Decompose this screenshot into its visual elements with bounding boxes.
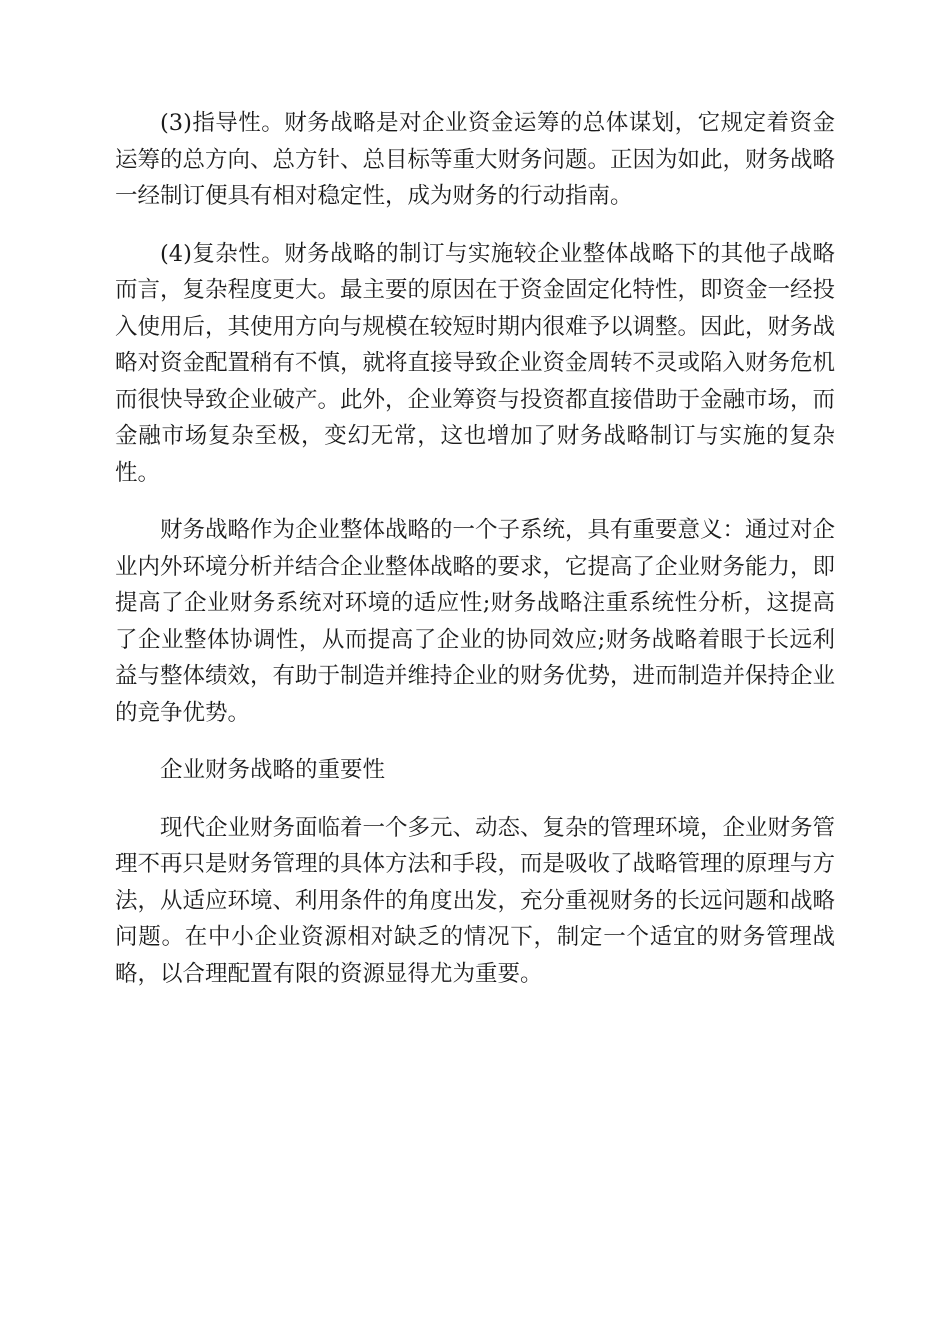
section-heading: 企业财务战略的重要性	[160, 757, 386, 783]
document-page	[115, 105, 835, 1013]
paragraph-complexity: (4)复杂性。财务战略的制订与实施较企业整体战略下的其他子战略而言，复杂程度更大。最主要的原因在于资金固定化特性，即资金一经投入使用后，其使用方向与规模在较短时期内很难予以调整。因此，财务战略对资金配置稍有不慎，就将直接导致企业资金周转不灵或陷入财务危机而很快导致企业破产。此外，企业筹资与投资都直接借助于金融市场，而金融市场复杂至极，变幻无常，这也增加了财务战略制订与实施的复杂性。	[115, 240, 836, 486]
paragraph-guidance: (3)指导性。财务战略是对企业资金运筹的总体谋划，它规定着资金运筹的总方向、总方针、总目标等重大财务问题。正因为如此，财务战略一经制订便具有相对稳定性，成为财务的行动指南。	[115, 110, 836, 209]
paragraph-importance: 现代企业财务面临着一个多元、动态、复杂的管理环境，企业财务管理不再只是财务管理的具体方法和手段，而是吸收了战略管理的原理与方法，从适应环境、利用条件的角度出发，充分重视财务的长远问题和战略问题。在中小企业资源相对缺乏的情况下，制定一个适宜的财务管理战略，以合理配置有限的资源显得尤为重要。	[115, 814, 836, 987]
paragraph-significance: 财务战略作为企业整体战略的一个子系统，具有重要意义：通过对企业内外环境分析并结合企业整体战略的要求，它提高了企业财务能力，即提高了企业财务系统对环境的适应性;财务战略注重系统性分析，这提高了企业整体协调性，从而提高了企业的协同效应;财务战略着眼于长远利益与整体绩效，有助于制造并维持企业的财务优势，进而制造并保持企业的竞争优势。	[115, 517, 836, 726]
